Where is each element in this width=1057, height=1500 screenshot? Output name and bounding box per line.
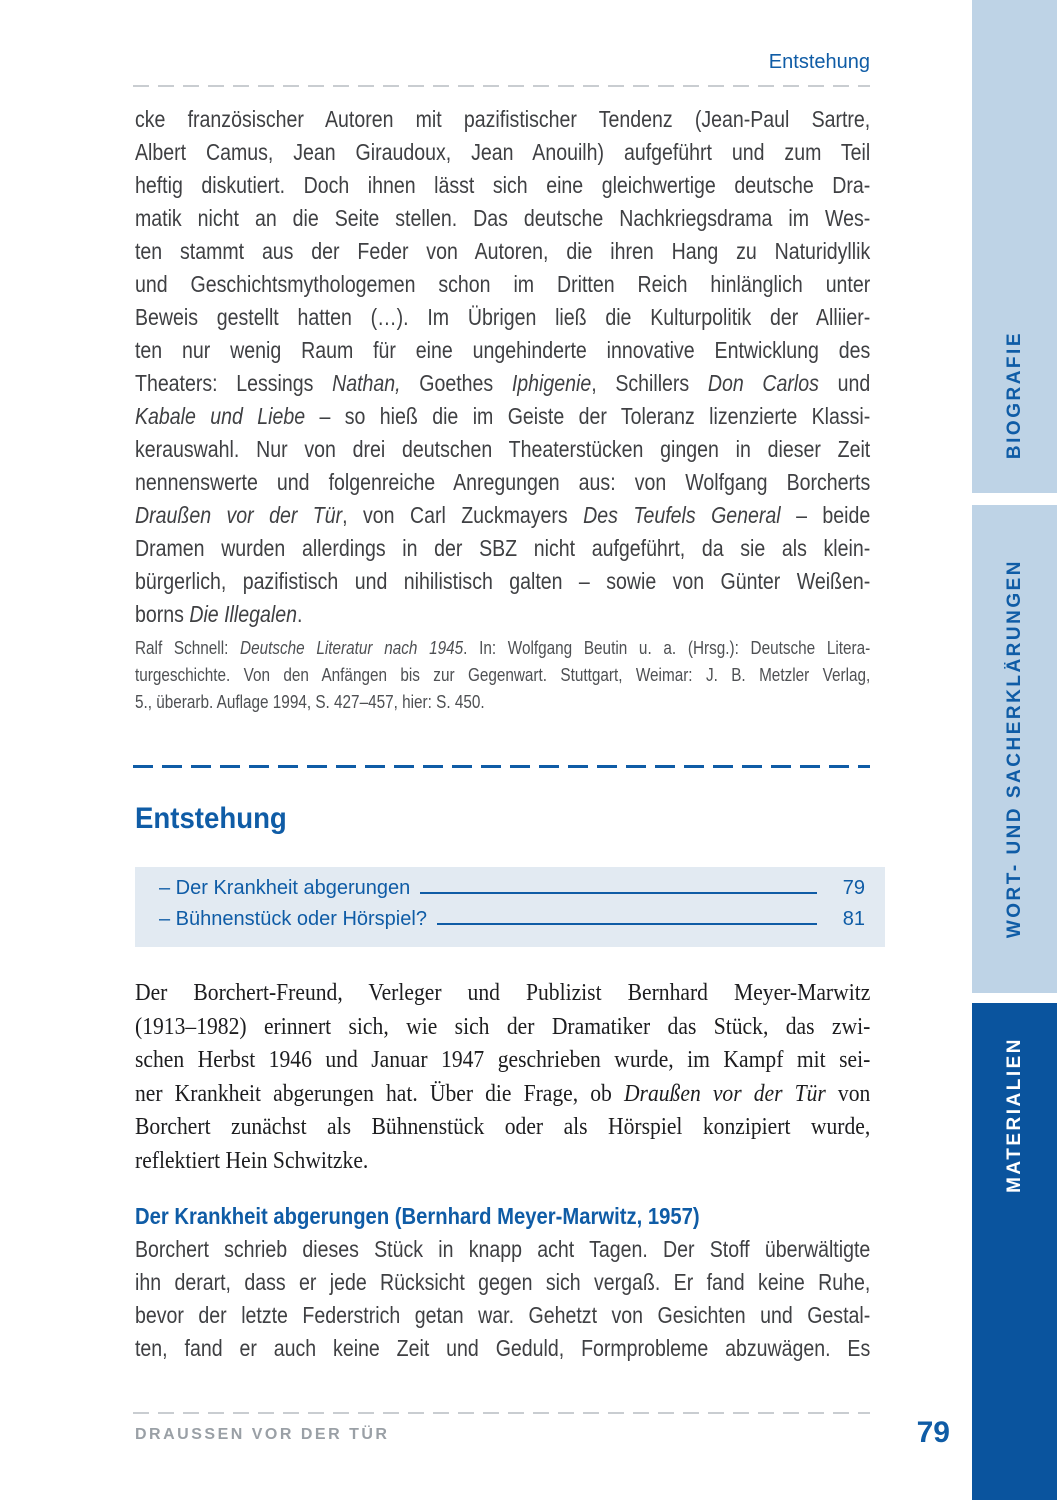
toc-entry-label: – Bühnenstück oder Hörspiel? xyxy=(159,908,427,930)
text-line: Kabale und Liebe – so hieß die im Geiste der Toleranz lizenzierte Klassi- xyxy=(135,403,871,429)
text-line: schen Herbst 1946 und Januar 1947 geschrieben wurde, im Kampf mit sei- xyxy=(135,1047,871,1073)
text-line: matik nicht an die Seite stellen. Das deutsche Nachkriegsdrama im Wes- xyxy=(135,205,871,231)
text-line: Borchert schrieb dieses Stück in knapp acht Tagen. Der Stoff überwältigte xyxy=(135,1236,871,1262)
text-line: und Geschichtsmythologemen schon im Dritten Reich hinlänglich unter xyxy=(135,271,871,297)
sidebar-tab-label: MATERIALIEN xyxy=(1003,1037,1025,1193)
text-line: Beweis gestellt hatten (…). Im Übrigen ließ die Kulturpolitik der Alliier- xyxy=(135,304,871,330)
excerpt-paragraph xyxy=(135,103,1000,631)
running-head: Entstehung xyxy=(768,51,870,73)
footer-book-title: DRAUSSEN VOR DER TÜR xyxy=(135,1426,390,1443)
footer-page-number: 79 xyxy=(916,1416,950,1449)
section-divider xyxy=(133,765,870,768)
text-line: Theaters: Lessings Nathan, Goethes Iphigenie, Schillers Don Carlos und xyxy=(135,370,871,396)
sidebar-tab-label: WORT- UND SACHERKLÄRUNGEN xyxy=(1003,559,1025,939)
toc-page-number: 81 xyxy=(842,908,865,930)
intro-paragraph xyxy=(135,977,952,1178)
text-line: reflektiert Hein Schwitzke. xyxy=(135,1147,369,1174)
text-line: bürgerlich, pazifistisch und nihilistisch galten – sowie von Günter Weißen- xyxy=(135,568,871,594)
toc-entry xyxy=(159,877,865,908)
text-line: heftig diskutiert. Doch ihnen lässt sich eine gleichwertige deutsche Dra- xyxy=(135,172,871,198)
toc-box xyxy=(135,867,885,947)
text-line: cke französischer Autoren mit pazifistischer Tendenz (Jean-Paul Sartre, xyxy=(135,106,871,132)
header-divider xyxy=(133,85,870,87)
toc-page-number: 79 xyxy=(842,877,865,899)
toc-leader-line xyxy=(437,923,817,925)
text-line: Der Borchert-Freund, Verleger und Publizist Bernhard Meyer-Marwitz xyxy=(135,980,871,1006)
section-heading: Entstehung xyxy=(135,802,287,835)
text-line: ten, fand er auch keine Zeit und Geduld, Formprobleme abzuwägen. Es xyxy=(135,1335,871,1361)
source-citation xyxy=(135,635,1000,716)
sidebar-tab-biografie xyxy=(972,0,1057,493)
text-line: Draußen vor der Tür, von Carl Zuckmayers Des Teufels General – beide xyxy=(135,502,871,528)
footer-divider xyxy=(133,1412,870,1414)
body-paragraph xyxy=(135,1233,1000,1365)
toc-entry-label: – Der Krankheit abgerungen xyxy=(159,877,411,899)
text-line: 5., überarb. Auflage 1994, S. 427–457, hier: S. 450. xyxy=(135,692,485,712)
subsection-heading: Der Krankheit abgerungen (Bernhard Meyer-Marwitz, 1957) xyxy=(135,1203,700,1229)
text-line: turgeschichte. Von den Anfängen bis zur Gegenwart. Stuttgart, Weimar: J. B. Metzler Verlag, xyxy=(135,665,871,685)
text-line: bevor der letzte Federstrich getan war. Gehetzt von Gesichten und Gestal- xyxy=(135,1302,871,1328)
text-line: ten nur wenig Raum für eine ungehinderte innovative Entwicklung des xyxy=(135,337,871,363)
text-line: ten stammt aus der Feder von Autoren, die ihren Hang zu Naturidyllik xyxy=(135,238,871,264)
text-line: borns Die Illegalen. xyxy=(135,601,303,627)
sidebar-tab-materialien xyxy=(972,1003,1057,1500)
sidebar-tab-wort-und-sacherklaerungen xyxy=(972,505,1057,993)
text-line: (1913–1982) erinnert sich, wie sich der Dramatiker das Stück, das zwi- xyxy=(135,1013,871,1040)
text-line: Dramen wurden allerdings in der SBZ nicht aufgeführt, da sie als klein- xyxy=(135,535,871,561)
sidebar-tab-label: BIOGRAFIE xyxy=(1003,330,1025,459)
text-line: nennenswerte und folgenreiche Anregungen aus: von Wolfgang Borcherts xyxy=(135,469,871,495)
text-line: Borchert zunächst als Bühnenstück oder als Hörspiel konzipiert wurde, xyxy=(135,1114,871,1140)
toc-leader-line xyxy=(420,892,817,894)
text-line: ihn derart, dass er jede Rücksicht gegen sich vergaß. Er fand keine Ruhe, xyxy=(135,1269,871,1295)
text-line: Albert Camus, Jean Giraudoux, Jean Anouilh) aufgeführt und zum Teil xyxy=(135,139,871,165)
toc-entry xyxy=(159,908,865,939)
text-line: ner Krankheit abgerungen hat. Über die Frage, ob Draußen vor der Tür von xyxy=(135,1080,871,1107)
text-line: kerauswahl. Nur von drei deutschen Theaterstücken gingen in dieser Zeit xyxy=(135,436,871,462)
text-line: Ralf Schnell: Deutsche Literatur nach 1945. In: Wolfgang Beutin u. a. (Hrsg.): Deutsche Litera- xyxy=(135,638,871,658)
